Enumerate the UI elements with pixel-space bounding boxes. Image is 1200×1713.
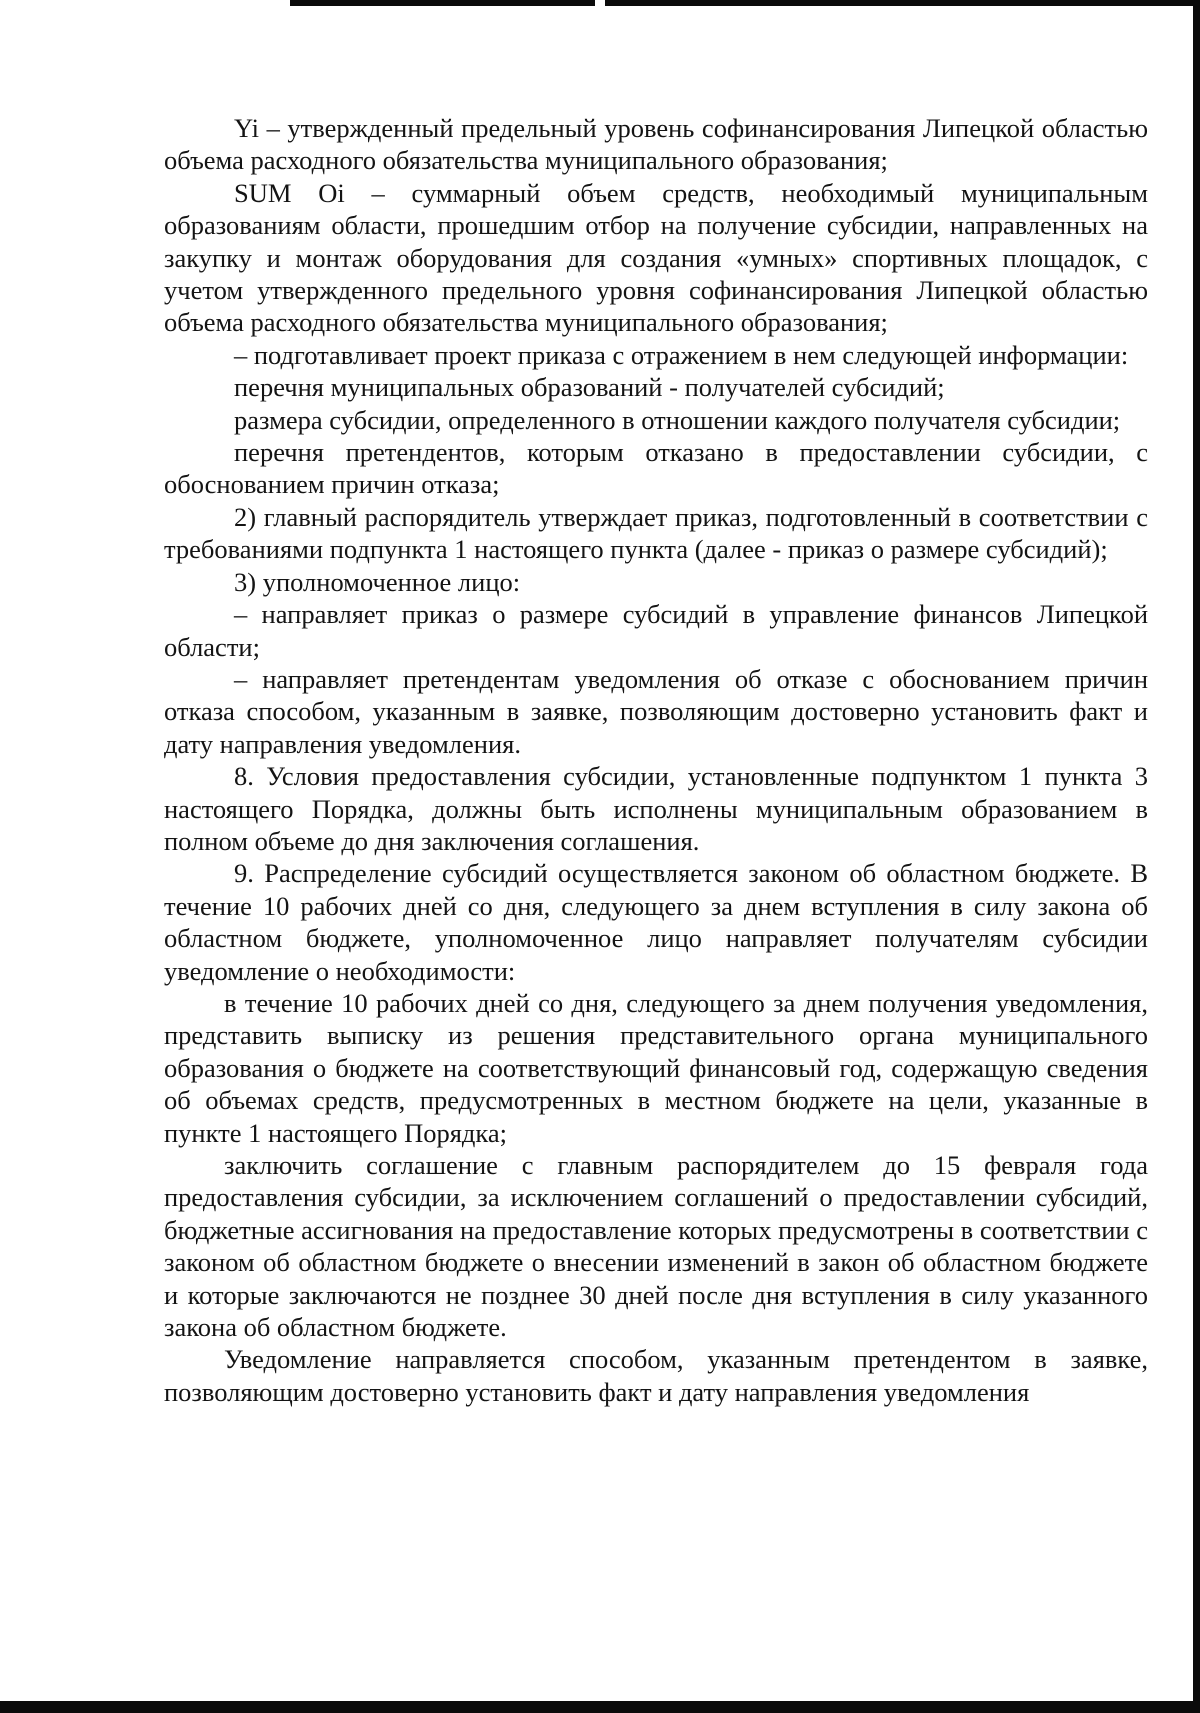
paragraph-clause-9: 9. Распределение субсидий осуществляется законом об областном бюджете. В течение 10 рабочих дней со дня, следующего за днем вступления в силу закона об областном бюджете, уполномоченное лицо направляет получателям субсидии уведомление о необходимости:: [164, 858, 1148, 986]
paragraph-subsidy-size: размера субсидии, определенного в отношении каждого получателя субсидии;: [234, 404, 1121, 435]
paragraph-list-municipalities: перечня муниципальных образований - получателей субсидий;: [234, 372, 945, 403]
paragraph-sum-oi-definition: SUM Oi – суммарный объем средств, необходимый муниципальным образованиям области, прошедшим отбор на получение субсидии, направленных на закупку и монтаж оборудования для создания «умных» спортивных площадок, с учетом утвержденного предельного уровня софинансирования Липецкой областью объема расходного обязательства муниципального образования;: [164, 177, 1148, 338]
scan-edge-bottom: [0, 1701, 1200, 1713]
scan-edge-top-right: [605, 0, 1200, 6]
scan-edge-right: [1193, 0, 1200, 1713]
scan-edge-top-left: [290, 0, 595, 6]
paragraph-send-refusals: – направляет претендентам уведомления об отказе с обоснованием причин отказа способом, указанным в заявке, позволяющим достоверно установить факт и дату направления уведомления.: [164, 663, 1148, 759]
paragraph-send-order: – направляет приказ о размере субсидий в управление финансов Липецкой области;: [164, 599, 1148, 662]
paragraph-prepare-order: – подготавливает проект приказа с отражением в нем следующей информации:: [234, 339, 1129, 370]
paragraph-clause-8: 8. Условия предоставления субсидии, установленные подпунктом 1 пункта 3 настоящего Порядка, должны быть исполнены муниципальным образованием в полном объеме до дня заключения соглашения.: [164, 761, 1148, 856]
paragraph-item-3: 3) уполномоченное лицо:: [234, 566, 521, 597]
paragraph-yi-definition: Yi – утвержденный предельный уровень софинансирования Липецкой областью объема расходного обязательства муниципального образования;: [164, 113, 1148, 176]
paragraph-rejected-list: перечня претендентов, которым отказано в предоставлении субсидии, с обоснованием причин отказа;: [164, 437, 1148, 500]
paragraph-notice-method: Уведомление направляется способом, указанным претендентом в заявке, позволяющим достоверно установить факт и дату направления уведомления: [164, 1344, 1148, 1407]
paragraph-item-2: 2) главный распорядитель утверждает приказ, подготовленный в соответствии с требованиями подпункта 1 настоящего пункта (далее - приказ о размере субсидий);: [164, 501, 1148, 565]
document-body: [164, 112, 1148, 1408]
paragraph-extract-requirement: в течение 10 рабочих дней со дня, следующего за днем получения уведомления, представить выписку из решения представительного органа муниципального образования о бюджете на соответствующий финансовый год, содержащую сведения об объемах средств, предусмотренных в местном бюджете на цели, указанные в пункте 1 настоящего Порядка;: [164, 987, 1148, 1148]
paragraph-agreement-requirement: заключить соглашение с главным распорядителем до 15 февраля года предоставления субсидии, за исключением соглашений о предоставлении субсидий, бюджетные ассигнования на предоставление которых предусмотрены в соответствии с законом об областном бюджете о внесении изменений в закон об областном бюджете и которые заключаются не позднее 30 дней после дня вступления в силу указанного закона об областном бюджете.: [164, 1150, 1148, 1343]
